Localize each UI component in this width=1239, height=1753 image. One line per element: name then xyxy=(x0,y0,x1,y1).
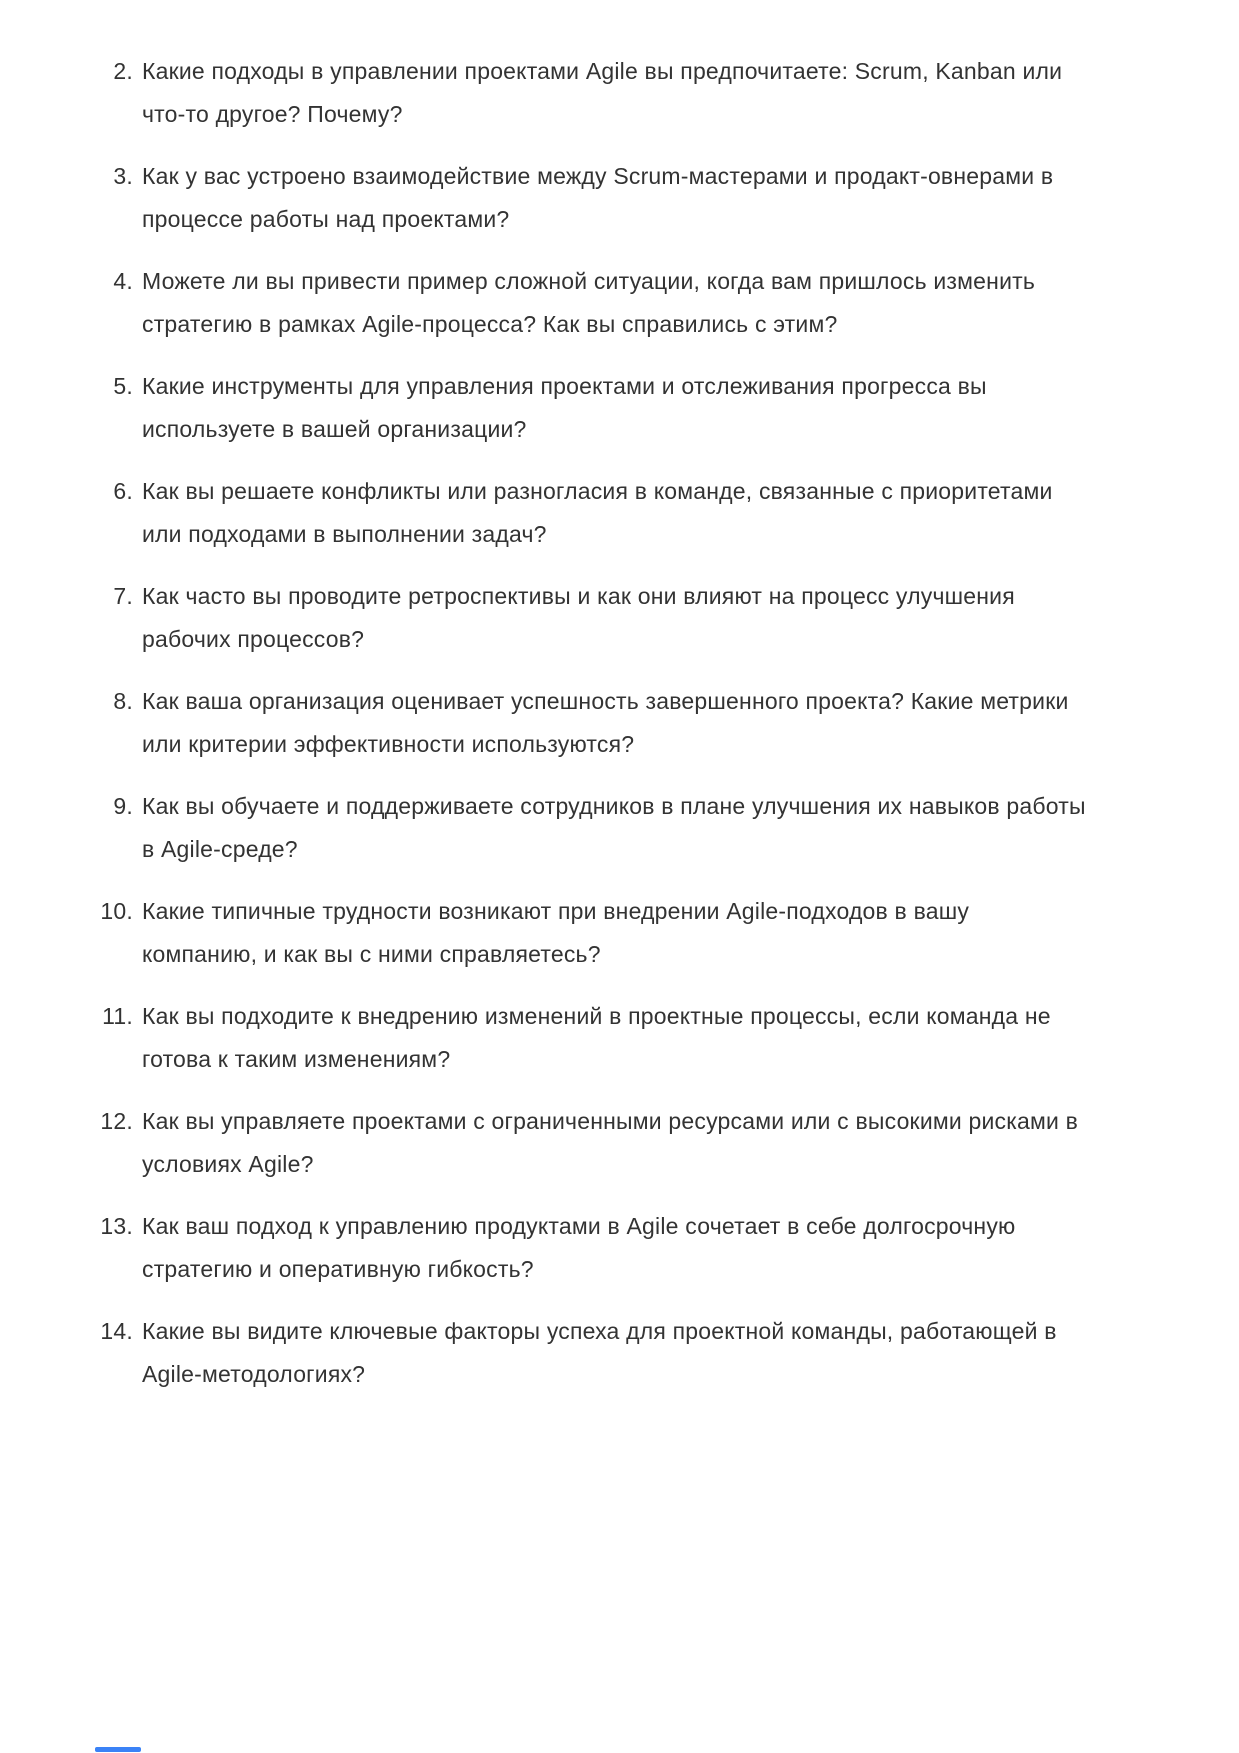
question-text xyxy=(142,470,1158,556)
question-number: 7. xyxy=(113,583,133,609)
question-text-line: стратегию и оперативную гибкость? xyxy=(142,1256,534,1282)
question-number: 11. xyxy=(102,1003,133,1029)
question-number: 5. xyxy=(113,373,133,399)
question-item xyxy=(88,995,1158,1081)
question-item xyxy=(88,680,1158,766)
question-item xyxy=(88,155,1158,241)
question-text xyxy=(142,680,1158,766)
question-text-line: Как часто вы проводите ретроспективы и как они влияют на процесс улучшения xyxy=(142,583,1015,609)
question-text-line: что-то другое? Почему? xyxy=(142,101,403,127)
bottom-accent-bar xyxy=(95,1747,141,1752)
question-text-line: в Agile-среде? xyxy=(142,836,298,862)
question-text-line: условиях Agile? xyxy=(142,1151,314,1177)
question-item xyxy=(88,785,1158,871)
question-text-line: Можете ли вы привести пример сложной ситуации, когда вам пришлось изменить xyxy=(142,268,1036,294)
question-text xyxy=(142,260,1158,346)
question-number: 14. xyxy=(100,1318,133,1344)
question-text-line: используете в вашей организации? xyxy=(142,416,527,442)
question-text-line: Как вы управляете проектами с ограниченными ресурсами или с высокими рисками в xyxy=(142,1108,1079,1134)
question-text-line: Как ваша организация оценивает успешность завершенного проекта? Какие метрики xyxy=(142,688,1069,714)
question-item xyxy=(88,575,1158,661)
question-number: 6. xyxy=(113,478,133,504)
question-text-line: компанию, и как вы с ними справляетесь? xyxy=(142,941,601,967)
question-text-line: Как ваш подход к управлению продуктами в Agile сочетает в себе долгосрочную xyxy=(142,1213,1016,1239)
question-number: 8. xyxy=(113,688,133,714)
question-text xyxy=(142,890,1158,976)
question-number: 12. xyxy=(100,1108,133,1134)
question-text xyxy=(142,365,1158,451)
question-text xyxy=(142,995,1158,1081)
question-text-line: Как вы подходите к внедрению изменений в проектные процессы, если команда не xyxy=(142,1003,1051,1029)
question-item xyxy=(88,260,1158,346)
question-item xyxy=(88,470,1158,556)
question-item xyxy=(88,1310,1158,1396)
question-text-line: Как вы решаете конфликты или разногласия в команде, связанные с приоритетами xyxy=(142,478,1053,504)
question-text xyxy=(142,575,1158,661)
question-number: 13. xyxy=(100,1213,133,1239)
question-text-line: Как у вас устроено взаимодействие между Scrum-мастерами и продакт-овнерами в xyxy=(142,163,1054,189)
question-item xyxy=(88,1100,1158,1186)
question-number: 10. xyxy=(100,898,133,924)
question-number: 3. xyxy=(113,163,133,189)
question-list xyxy=(88,50,1158,1415)
question-text xyxy=(142,1310,1158,1396)
question-text-line: Какие типичные трудности возникают при внедрении Agile-подходов в вашу xyxy=(142,898,970,924)
question-number: 9. xyxy=(113,793,133,819)
question-text xyxy=(142,1100,1158,1186)
question-text-line: процессе работы над проектами? xyxy=(142,206,510,232)
question-text-line: Какие подходы в управлении проектами Agile вы предпочитаете: Scrum, Kanban или xyxy=(142,58,1063,84)
question-text xyxy=(142,155,1158,241)
question-number: 4. xyxy=(113,268,133,294)
question-text xyxy=(142,785,1158,871)
question-text-line: готова к таким изменениям? xyxy=(142,1046,451,1072)
question-text-line: или критерии эффективности используются? xyxy=(142,731,635,757)
question-text-line: Agile-методологиях? xyxy=(142,1361,366,1387)
question-text-line: или подходами в выполнении задач? xyxy=(142,521,547,547)
question-text-line: стратегию в рамках Agile-процесса? Как вы справились с этим? xyxy=(142,311,838,337)
question-text-line: Какие вы видите ключевые факторы успеха для проектной команды, работающей в xyxy=(142,1318,1057,1344)
question-text-line: рабочих процессов? xyxy=(142,626,365,652)
question-item xyxy=(88,890,1158,976)
question-item xyxy=(88,1205,1158,1291)
question-item xyxy=(88,50,1158,136)
question-text xyxy=(142,50,1158,136)
question-text xyxy=(142,1205,1158,1291)
question-text-line: Какие инструменты для управления проектами и отслеживания прогресса вы xyxy=(142,373,987,399)
question-text-line: Как вы обучаете и поддерживаете сотрудников в плане улучшения их навыков работы xyxy=(142,793,1086,819)
question-item xyxy=(88,365,1158,451)
question-number: 2. xyxy=(113,58,133,84)
